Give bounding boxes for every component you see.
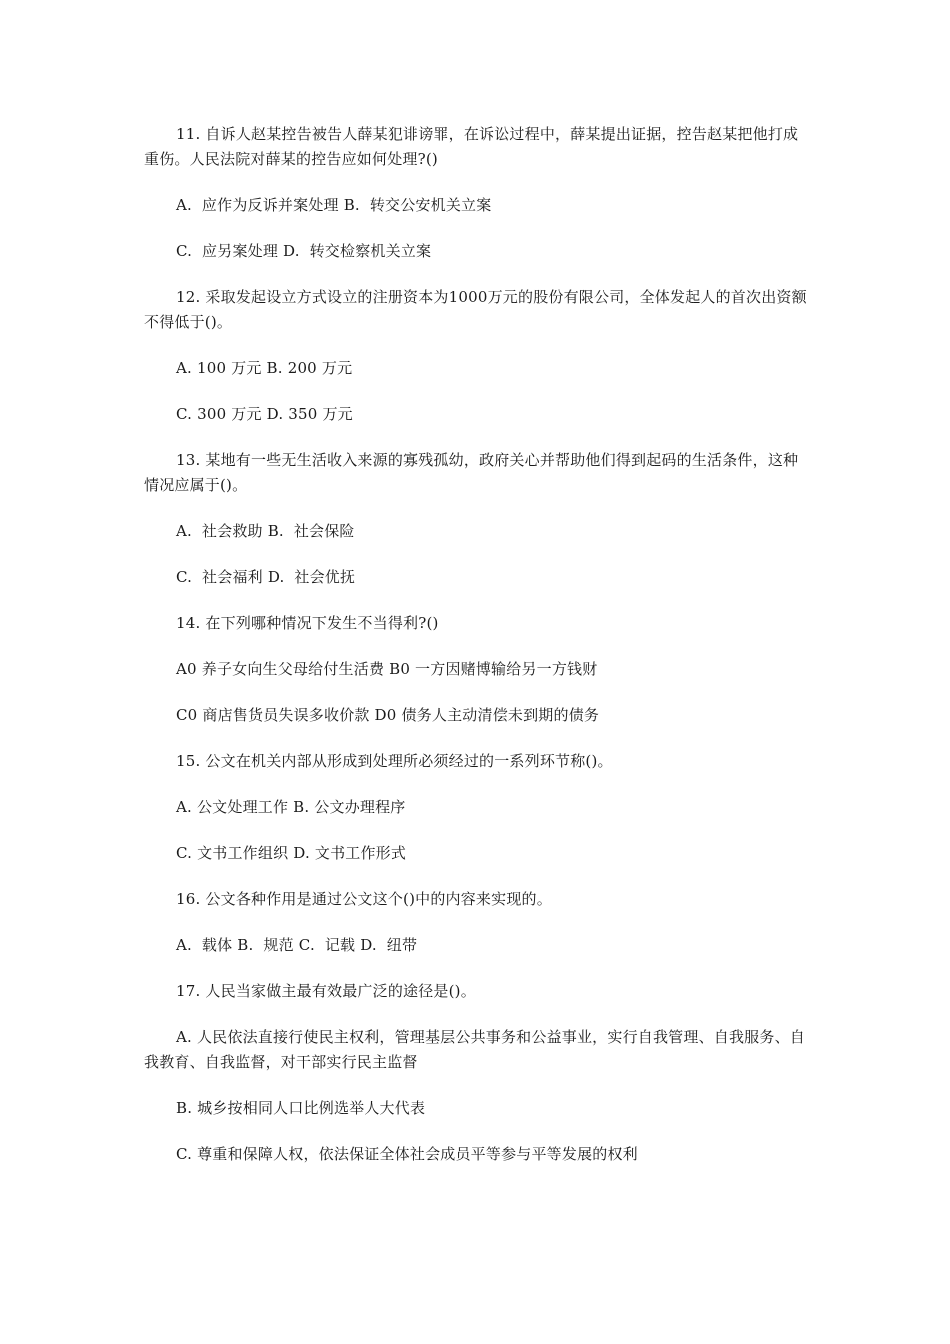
q11-options-cd: C. 应另案处理 D. 转交检察机关立案 — [176, 242, 432, 260]
document-page — [144, 122, 812, 1167]
q12-options-cd: C. 300 万元 D. 350 万元 — [176, 405, 353, 423]
q17-option-b: B. 城乡按相同人口比例选举人大代表 — [176, 1099, 426, 1117]
question-14: 14. 在下列哪种情况下发生不当得利?() — [176, 614, 439, 632]
q17-option-a: A. 人民依法直接行使民主权利，管理基层公共事务和公益事业，实行自我管理、自我服务、自我教育、自我监督，对干部实行民主监督 — [144, 1028, 805, 1071]
q16-options: A. 载体 B. 规范 C. 记载 D. 纽带 — [176, 936, 418, 954]
question-16: 16. 公文各种作用是通过公文这个()中的内容来实现的。 — [176, 890, 552, 908]
q13-options-ab: A. 社会救助 B. 社会保险 — [176, 522, 355, 540]
q15-options-cd: C. 文书工作组织 D. 文书工作形式 — [176, 844, 407, 862]
question-15: 15. 公文在机关内部从形成到处理所必须经过的一系列环节称()。 — [176, 752, 613, 770]
q14-options-cd: C0 商店售货员失误多收价款 D0 债务人主动清偿未到期的债务 — [176, 706, 600, 724]
q11-options-ab: A. 应作为反诉并案处理 B. 转交公安机关立案 — [176, 196, 492, 214]
question-13: 13. 某地有一些无生活收入来源的寡残孤幼，政府关心并帮助他们得到起码的生活条件，这种情况应属于()。 — [144, 451, 799, 494]
q15-options-ab: A. 公文处理工作 B. 公文办理程序 — [176, 798, 406, 816]
q14-options-ab: A0 养子女向生父母给付生活费 B0 一方因赌博输给另一方钱财 — [176, 660, 598, 678]
question-17: 17. 人民当家做主最有效最广泛的途径是()。 — [176, 982, 476, 1000]
q17-option-c: C. 尊重和保障人权，依法保证全体社会成员平等参与平等发展的权利 — [176, 1145, 638, 1163]
q13-options-cd: C. 社会福利 D. 社会优抚 — [176, 568, 356, 586]
question-12: 12. 采取发起设立方式设立的注册资本为1000万元的股份有限公司，全体发起人的首次出资额不得低于()。 — [144, 288, 807, 331]
q12-options-ab: A. 100 万元 B. 200 万元 — [176, 359, 353, 377]
question-11: 11. 自诉人赵某控告被告人薛某犯诽谤罪，在诉讼过程中，薛某提出证据，控告赵某把他打成重伤。人民法院对薛某的控告应如何处理?() — [144, 125, 799, 168]
